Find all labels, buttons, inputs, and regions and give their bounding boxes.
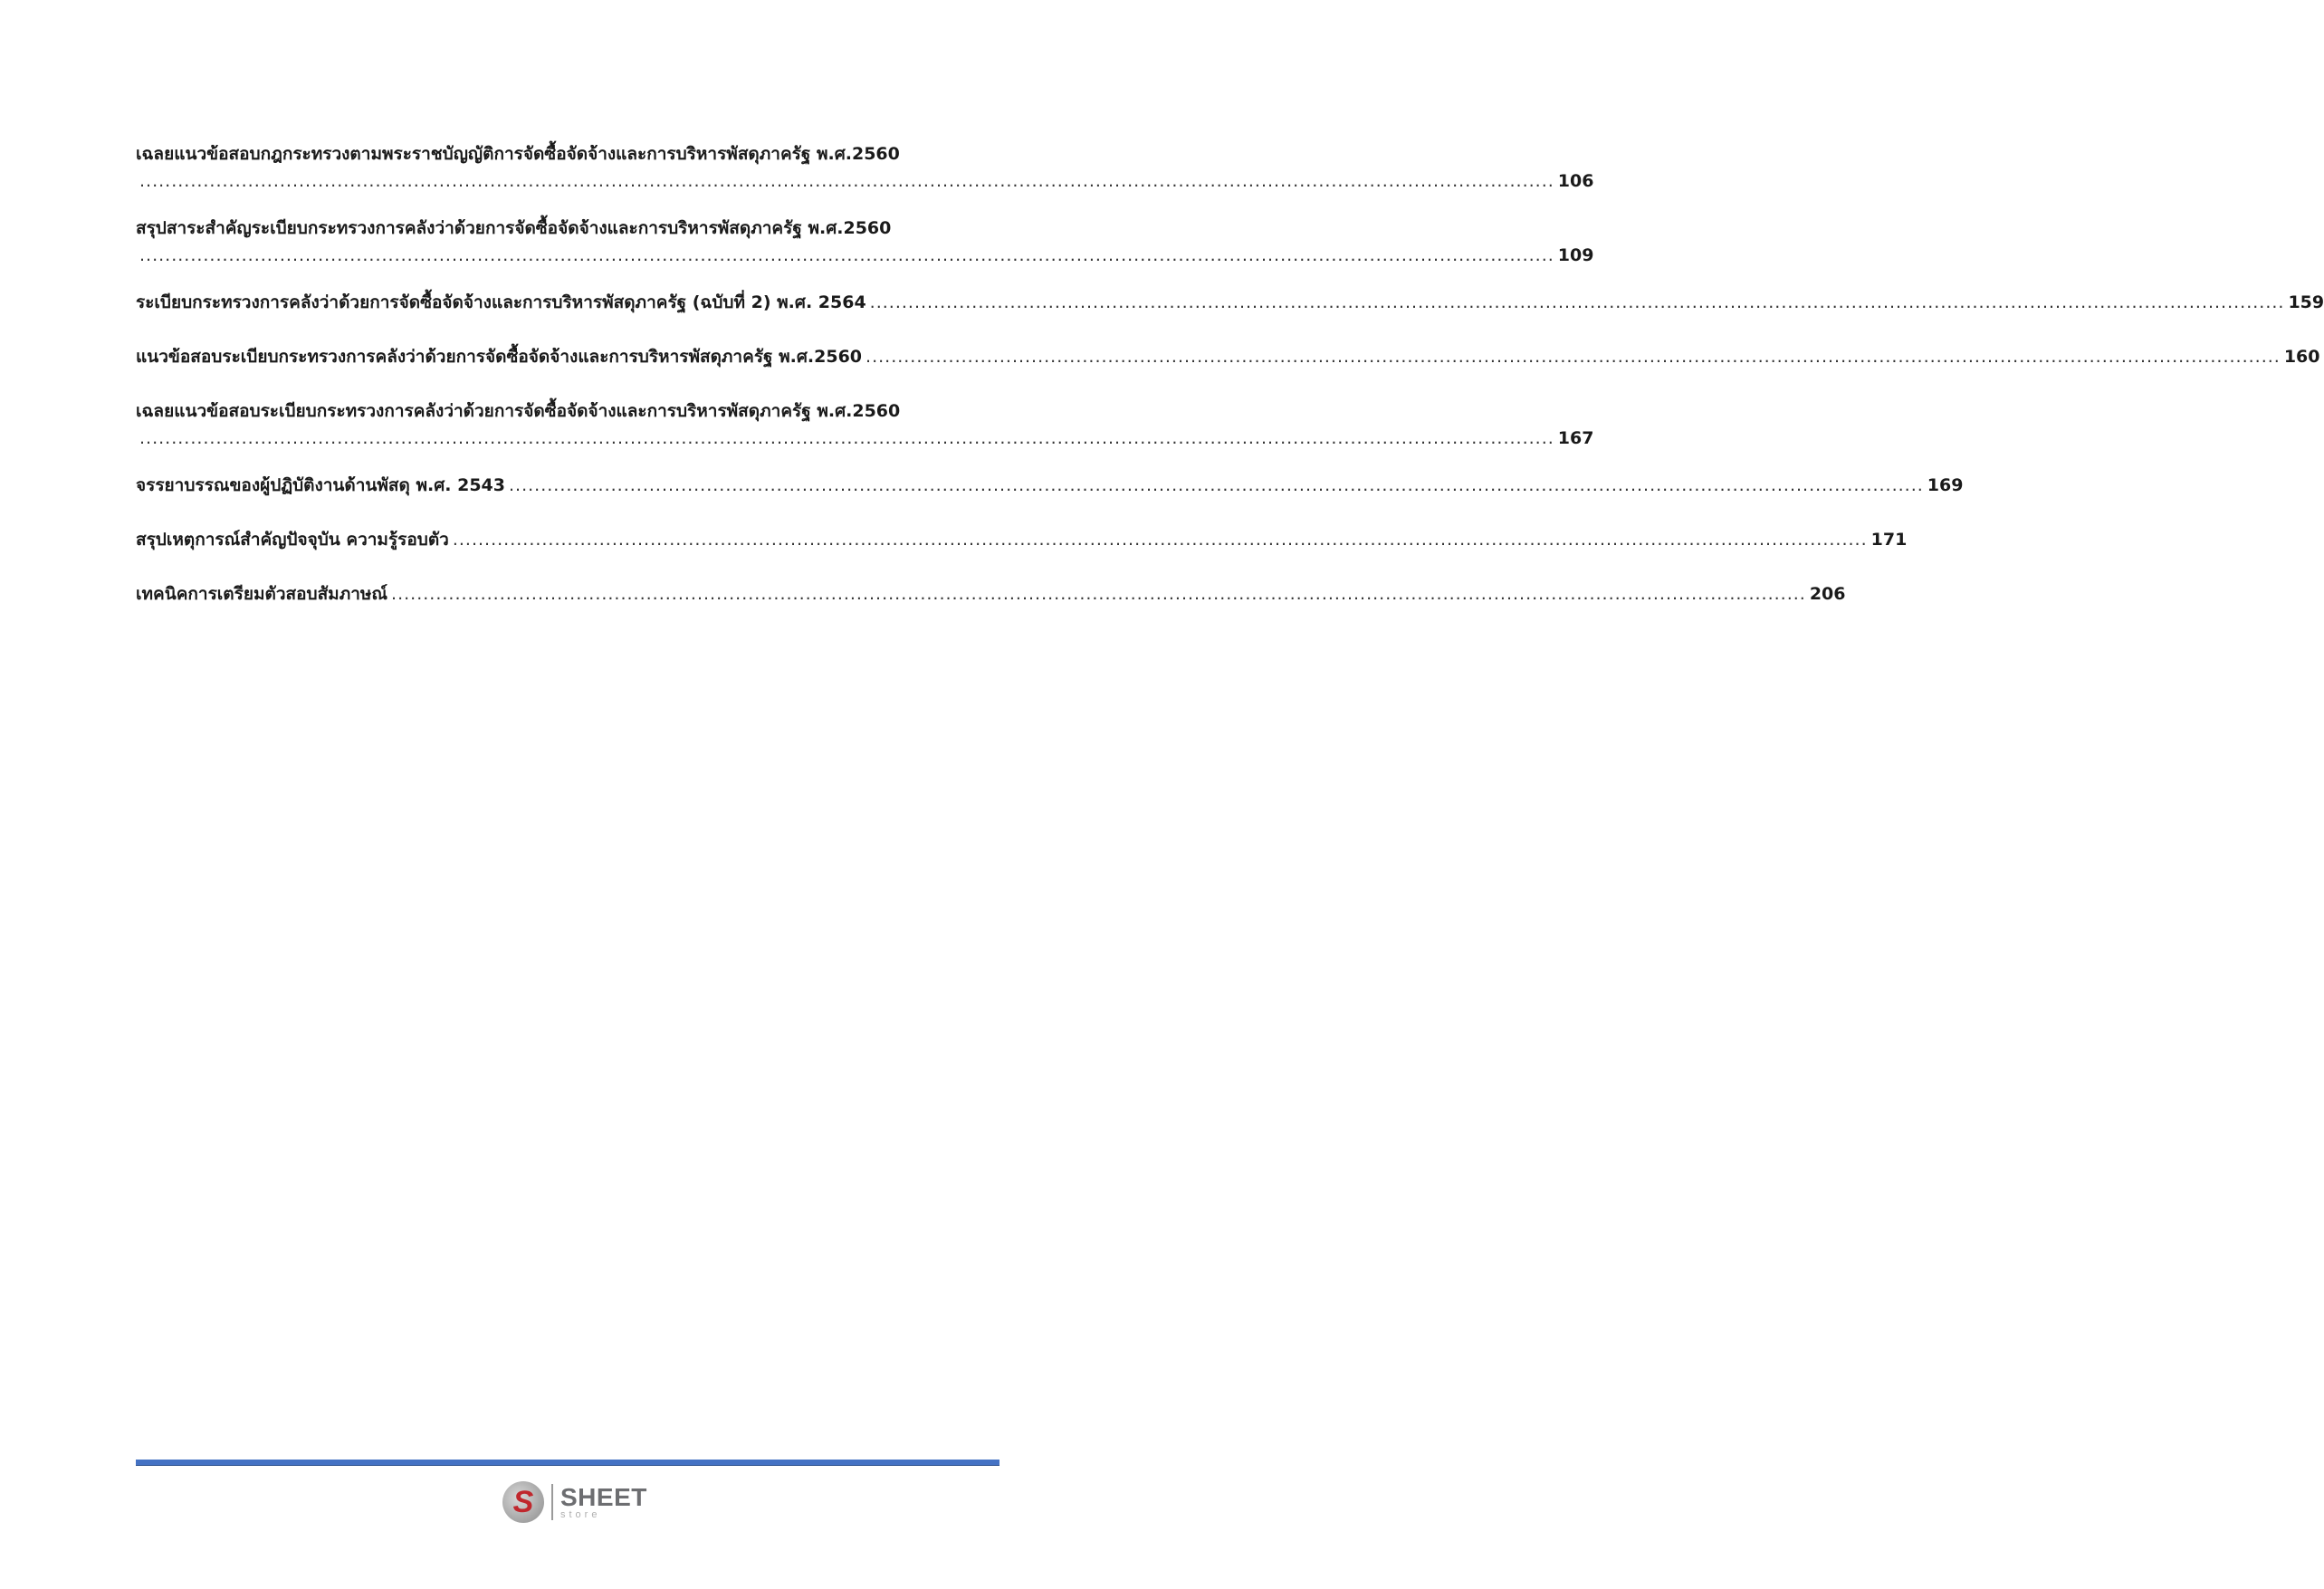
logo-text bbox=[560, 1482, 647, 1520]
toc-entry-page: 206 bbox=[1809, 584, 1846, 604]
toc-entry-title: ระเบียบกระทรวงการคลังว่าด้วยการจัดซื้อจัดจ้างและการบริหารพัสดุภาครัฐ (ฉบับที่ 2) พ.ศ. 2564 bbox=[136, 292, 866, 312]
toc-entry[interactable] bbox=[136, 215, 1594, 269]
toc-entry-page: 167 bbox=[1557, 428, 1594, 448]
toc-entry-page: 171 bbox=[1870, 530, 1908, 550]
toc-leader-dots: .............................................................................................................................................................................................................................. bbox=[391, 584, 1806, 604]
toc-entry-page: 169 bbox=[1927, 475, 1964, 495]
table-of-contents bbox=[136, 140, 2324, 635]
toc-entry-title: เฉลยแนวข้อสอบกฎกระทรวงตามพระราชบัญญัติการจัดซื้อจัดจ้างและการบริหารพัสดุภาครัฐ พ.ศ.2560 bbox=[136, 144, 900, 164]
toc-leader-dots: .............................................................................................................................................................................................................................. bbox=[139, 245, 1554, 265]
logo-word: SHEET bbox=[560, 1482, 647, 1511]
toc-entry[interactable] bbox=[136, 526, 1908, 553]
toc-entry-page: 106 bbox=[1557, 171, 1594, 191]
toc-entry-title: สรุปเหตุการณ์สำคัญปัจจุบัน ความรู้รอบตัว bbox=[136, 530, 449, 550]
toc-leader-dots: .............................................................................................................................................................................................................................. bbox=[869, 292, 2285, 312]
toc-entry-title: เทคนิคการเตรียมตัวสอบสัมภาษณ์ bbox=[136, 584, 388, 604]
toc-entry[interactable] bbox=[136, 140, 1594, 195]
toc-entry-title: เฉลยแนวข้อสอบระเบียบกระทรวงการคลังว่าด้วยการจัดซื้อจัดจ้างและการบริหารพัสดุภาครัฐ พ.ศ.2560 bbox=[136, 401, 901, 421]
toc-entry-page: 160 bbox=[2283, 347, 2320, 367]
toc-entry-title: จรรยาบรรณของผู้ปฏิบัติงานด้านพัสดุ พ.ศ. 2543 bbox=[136, 475, 505, 495]
logo-divider bbox=[551, 1484, 553, 1520]
toc-entry-page: 109 bbox=[1557, 245, 1594, 265]
logo-s-icon: S bbox=[502, 1481, 544, 1523]
toc-entry-title: สรุปสาระสำคัญระเบียบกระทรวงการคลังว่าด้วยการจัดซื้อจัดจ้างและการบริหารพัสดุภาครัฐ พ.ศ.2560 bbox=[136, 218, 892, 238]
footer-rule bbox=[136, 1460, 999, 1466]
toc-entry[interactable] bbox=[136, 397, 1594, 452]
toc-leader-dots: .............................................................................................................................................................................................................................. bbox=[139, 428, 1554, 448]
sheet-store-logo bbox=[502, 1481, 647, 1523]
toc-leader-dots: .............................................................................................................................................................................................................................. bbox=[452, 530, 1868, 550]
toc-entry[interactable] bbox=[136, 289, 2324, 316]
toc-entry-title: แนวข้อสอบระเบียบกระทรวงการคลังว่าด้วยการจัดซื้อจัดจ้างและการบริหารพัสดุภาครัฐ พ.ศ.2560 bbox=[136, 347, 863, 367]
toc-leader-dots: .............................................................................................................................................................................................................................. bbox=[139, 171, 1554, 191]
logo-subword: store bbox=[560, 1508, 601, 1520]
toc-entry-page: 159 bbox=[2288, 292, 2324, 312]
toc-entry[interactable] bbox=[136, 343, 2320, 370]
toc-entry[interactable] bbox=[136, 580, 1846, 608]
toc-leader-dots: .............................................................................................................................................................................................................................. bbox=[866, 347, 2281, 367]
toc-entry[interactable] bbox=[136, 472, 1964, 499]
toc-leader-dots: .............................................................................................................................................................................................................................. bbox=[509, 475, 1924, 495]
